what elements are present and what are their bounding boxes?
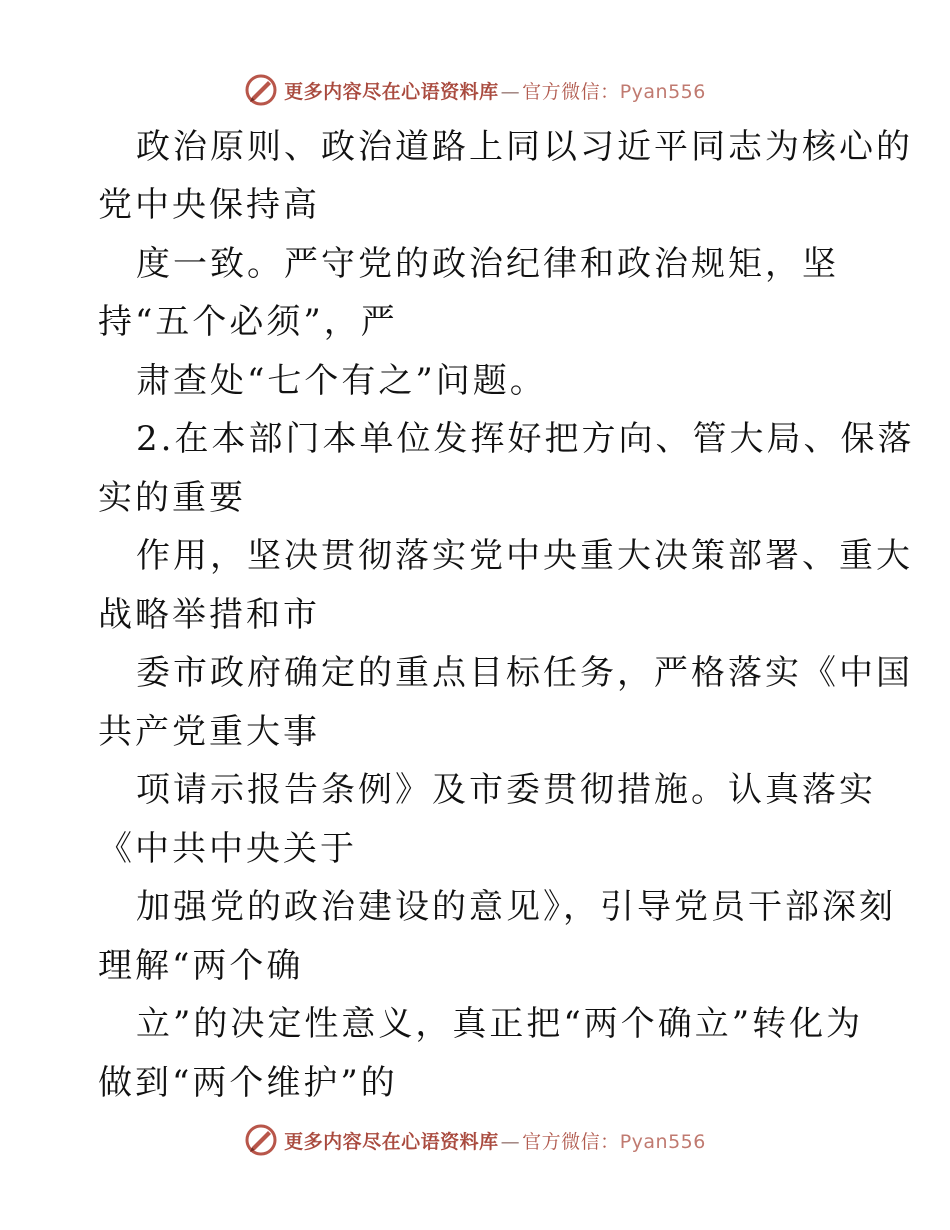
body-line: 党中央保持高 xyxy=(98,185,320,225)
body-line: 做到“两个维护”的 xyxy=(98,1063,398,1103)
body-line: 政治原则、政治道路上同以习近平同志为核心的 xyxy=(136,127,913,167)
header-banner xyxy=(0,70,950,110)
header-banner-title: 更多内容尽在心语资料库 xyxy=(284,80,499,103)
footer-banner-text xyxy=(284,1127,706,1154)
footer-banner-dash: — xyxy=(500,1130,521,1153)
footer-banner xyxy=(0,1120,950,1160)
footer-banner-wechat-label: 官方微信： xyxy=(522,1130,620,1153)
body-line: 肃查处“七个有之”问题。 xyxy=(136,361,547,401)
header-banner-wechat-id: Pyan556 xyxy=(619,80,706,103)
body-line: 项请示报告条例》及市委贯彻措施。认真落实 xyxy=(136,770,876,810)
body-line: 2.在本部门本单位发挥好把方向、管大局、保落 xyxy=(136,419,915,459)
body-line: 作用，坚决贯彻落实党中央重大决策部署、重大 xyxy=(136,536,913,576)
body-line: 实的重要 xyxy=(98,478,246,518)
body-line: 共产党重大事 xyxy=(98,712,320,752)
header-banner-wechat-label: 官方微信： xyxy=(522,80,620,103)
pen-logo-icon xyxy=(244,73,278,107)
body-line: 理解“两个确 xyxy=(98,946,304,986)
body-line: 《中共中央关于 xyxy=(98,829,357,869)
body-line: 战略举措和市 xyxy=(98,595,320,635)
body-line: 加强党的政治建设的意见》，引导党员干部深刻 xyxy=(136,887,896,927)
body-line: 委市政府确定的重点目标任务，严格落实《中国 xyxy=(136,653,913,693)
footer-banner-wechat-id: Pyan556 xyxy=(619,1130,706,1153)
header-banner-text xyxy=(284,77,706,104)
body-line: 持“五个必须”，严 xyxy=(98,302,398,342)
pen-logo-icon xyxy=(244,1123,278,1157)
footer-banner-title: 更多内容尽在心语资料库 xyxy=(284,1130,499,1153)
body-line: 度一致。严守党的政治纪律和政治规矩，坚 xyxy=(136,244,839,284)
header-banner-dash: — xyxy=(500,80,521,103)
body-line: 立”的决定性意义，真正把“两个确立”转化为 xyxy=(136,1004,864,1044)
